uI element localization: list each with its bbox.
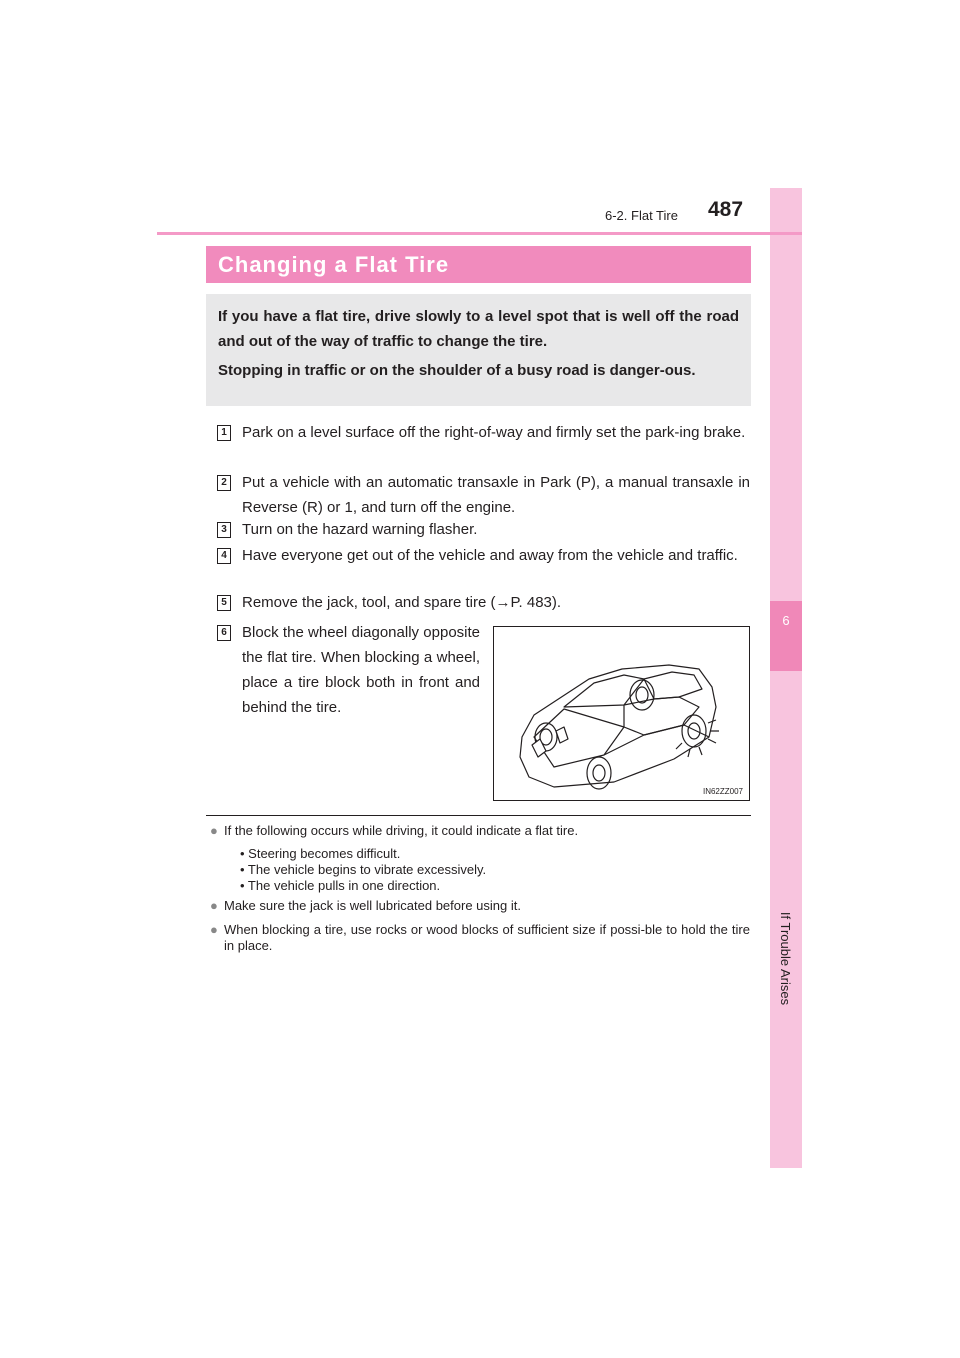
step-number: 6 — [217, 625, 231, 641]
chapter-title — [770, 878, 802, 1038]
step-number: 2 — [217, 475, 231, 491]
step-number: 3 — [217, 522, 231, 538]
note-item — [210, 823, 750, 839]
chapter-side-tab — [770, 188, 802, 1168]
note-subitem: • Steering becomes difficult. — [240, 846, 401, 861]
step-text: Park on a level surface off the right-of-way and firmly set the park-ing brake. — [242, 424, 746, 441]
intro-paragraph-2: Stopping in traffic or on the shoulder of a busy road is danger-ous. — [218, 362, 696, 379]
step-text: Turn on the hazard warning flasher. — [242, 521, 478, 538]
section-label: 6-2. Flat Tire — [605, 208, 678, 223]
note-subitem: • The vehicle pulls in one direction. — [240, 878, 441, 893]
step-text: Remove the jack, tool, and spare tire (→P. 483). — [242, 594, 562, 611]
vehicle-illustration — [493, 626, 750, 801]
note-text: If the following occurs while driving, it could indicate a flat tire. — [224, 823, 579, 838]
bullet-icon: ● — [210, 823, 218, 838]
note-item — [210, 922, 750, 954]
chapter-number: 6 — [770, 601, 802, 671]
note-text: Make sure the jack is well lubricated before using it. — [224, 898, 521, 913]
intro-box — [206, 294, 751, 406]
note-text: When blocking a tire, use rocks or wood blocks of sufficient size if possi-ble to hold the tire in place. — [224, 922, 750, 953]
note-item — [210, 898, 750, 914]
step-number: 1 — [217, 425, 231, 441]
step-text: Block the wheel diagonally opposite the flat tire. When blocking a wheel, place a tire block both in front and behind the tire. — [242, 624, 480, 716]
car-wheel-block-icon — [494, 627, 749, 800]
header-rule — [157, 232, 802, 235]
bullet-icon: ● — [210, 898, 218, 913]
step-number: 5 — [217, 595, 231, 611]
step-text: Have everyone get out of the vehicle and away from the vehicle and traffic. — [242, 547, 738, 564]
step-number: 4 — [217, 548, 231, 564]
bullet-icon: ● — [210, 922, 218, 937]
step-text: Put a vehicle with an automatic transaxle in Park (P), a manual transaxle in Reverse (R) or 1, and turn off the engine. — [242, 474, 750, 516]
page-number: 487 — [708, 198, 744, 221]
note-subitem: • The vehicle begins to vibrate excessively. — [240, 862, 487, 877]
chapter-title-text: If Trouble Arises — [778, 911, 794, 1005]
notes-divider — [206, 815, 751, 816]
intro-paragraph-1: If you have a flat tire, drive slowly to a level spot that is well off the road and out of the way of traffic to change the tire. — [218, 308, 739, 350]
page-title: Changing a Flat Tire — [206, 246, 751, 283]
figure-code: IN62ZZ007 — [702, 787, 743, 796]
